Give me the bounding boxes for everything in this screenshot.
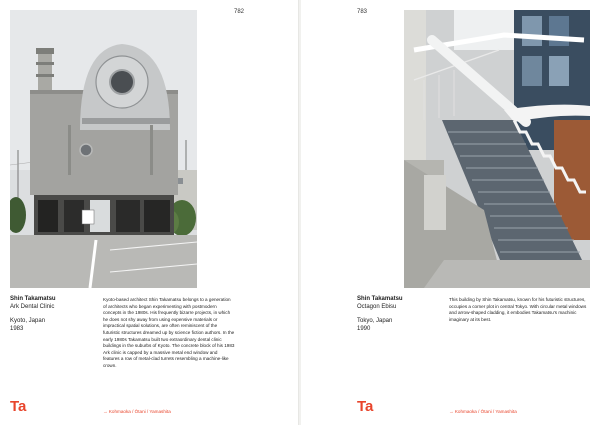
building-year: 1983 (10, 325, 24, 332)
right-caption-meta (357, 296, 437, 333)
right-page-number: 783 (357, 9, 368, 15)
left-caption-meta (10, 296, 90, 333)
left-description: Kyoto-based architect Shin Takamatsu belongs to a generation of architects who began experimenting with postmodern concepts in the 1980s. His frequently bizarre projects, in which he does not shy away from using expensive materials or impractical spatial solutions, are often reminiscent of the futuristic structures dreamed up by science fiction authors. In the early 1980s Takamatsu built two extraordinary dental clinic buildings in the suburbs of Kyoto. The concrete block of his 1983 Ark clinic is capped by a massive metal end window and features a row of metal-clad turrets resembling a machine-like crown. (103, 297, 235, 368)
building-year: 1990 (357, 325, 371, 332)
index-tab: Ta (10, 398, 27, 415)
building-location: Kyoto, Japan (10, 318, 46, 324)
right-description: This building by Shin Takamatsu, known for his futuristic structures, occupies a corner plot in central Tokyo. With circular metal windows and arrow-shaped cladding, it embodies Takamatsu's machinic imaginary at its best. (449, 297, 587, 322)
index-tab: Ta (357, 398, 374, 415)
ark-dental-clinic-photo (10, 10, 197, 288)
architect-name: Shin Takamatsu (357, 296, 403, 302)
building-name: Octagon Ebisu (357, 303, 397, 310)
left-page (0, 0, 299, 425)
left-page-number: 782 (234, 9, 245, 15)
building-location: Tokyo, Japan (357, 318, 393, 324)
architect-name: Shin Takamatsu (10, 296, 56, 302)
cross-reference-link[interactable]: → Kohmaoka / Ōtani / Yamashita (103, 409, 171, 414)
cross-reference-link[interactable]: → Kohmaoka / Ōtani / Yamashita (449, 409, 517, 414)
building-name: Ark Dental Clinic (10, 303, 55, 310)
octagon-ebisu-photo (404, 10, 590, 288)
